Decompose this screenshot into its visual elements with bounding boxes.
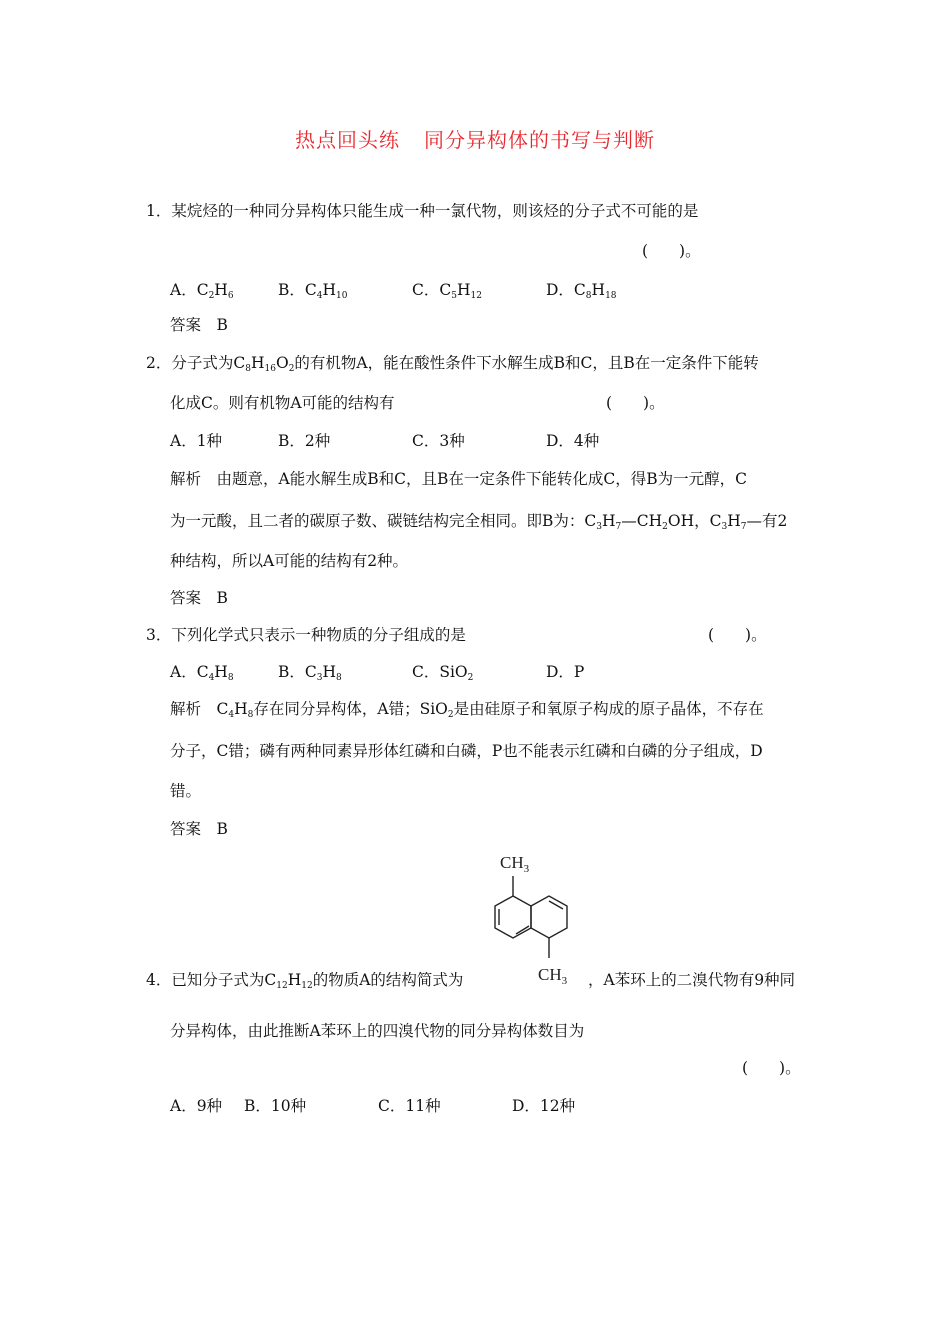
- q4-stem-after: ，A苯环上的二溴代物有9种同: [588, 971, 796, 989]
- q2-answer-blank: ( )。: [606, 394, 665, 412]
- title-left: 热点回头练: [295, 128, 400, 152]
- mol-top-methyl: $CH_3$: [500, 853, 530, 875]
- q2-analysis-line2: 为一元酸，且二者的碳原子数、碳链结构完全相同。即B为：$C_3H_7—CH_2OH$，$C_3H_7—$有2: [170, 512, 788, 532]
- q1-option-d: D．$C_8H_{18}$: [546, 281, 617, 301]
- q1-answer-blank: ( )。: [642, 242, 701, 260]
- q3-stem-line: 3．下列化学式只表示一种物质的分子组成的是: [146, 626, 466, 644]
- q2-option-c: C．3种: [412, 432, 465, 450]
- q2-answer: 答案 B: [170, 589, 228, 607]
- q1-stem-line: [146, 200, 698, 222]
- q3-option-d: D．P: [546, 663, 585, 681]
- q4-option-d: D．12种: [512, 1097, 576, 1115]
- q4-option-a: A．9种: [170, 1097, 223, 1115]
- q4-option-b: B．10种: [244, 1097, 307, 1115]
- q2-analysis-line3: 种结构，所以A可能的结构有2种。: [170, 552, 409, 570]
- dimethylnaphthalene-structure: [478, 846, 588, 991]
- q4-stem-line: 4．已知分子式为$C_{12}H_{12}$的物质A的结构简式为: [146, 971, 464, 991]
- q1-number: 1．: [146, 202, 172, 220]
- title-right: 同分异构体的书写与判断: [424, 128, 655, 152]
- mol-bottom-methyl: $CH_3$: [538, 965, 568, 987]
- q3-option-a: A．$C_4H_8$: [170, 663, 234, 683]
- q3-analysis-line3: 错。: [170, 782, 202, 800]
- q3-analysis-line2: 分子，C错；磷有两种同素异形体红磷和白磷，P也不能表示红磷和白磷的分子组成，D: [170, 742, 763, 760]
- q1-stem: 某烷烃的一种同分异构体只能生成一种一氯代物，则该烃的分子式不可能的是: [171, 202, 699, 220]
- q4-stem-line2: 分异构体，由此推断A苯环上的四溴代物的同分异构体数目为: [170, 1022, 585, 1040]
- q2-option-d: D．4种: [546, 432, 600, 450]
- q2-analysis-line1: 解析 由题意，A能水解生成B和C，且B在一定条件下能转化成C，得B为一元醇，C: [170, 470, 747, 488]
- q2-stem-line: 2．分子式为$C_8H_{16}O_2$的有机物A，能在酸性条件下水解生成B和C，且B在一定条件下能转: [146, 354, 759, 374]
- q2-option-a: A．1种: [170, 432, 223, 450]
- q2-stem-line2: 化成C。则有机物A可能的结构有: [170, 394, 395, 412]
- q2-option-b: B．2种: [278, 432, 331, 450]
- q4-option-c: C．11种: [378, 1097, 441, 1115]
- q1-option-a: A．$C_2H_6$: [170, 281, 234, 301]
- page-title: [0, 124, 950, 153]
- q3-analysis-line1: 解析 $C_4H_8$存在同分异构体，A错；SiO$_2$是由硅原子和氧原子构成的原子晶体，不存在: [170, 700, 764, 720]
- q3-option-c: C．SiO$_2$: [412, 663, 474, 683]
- q4-answer-blank: ( )。: [742, 1059, 801, 1077]
- q3-answer: 答案 B: [170, 820, 228, 838]
- q1-option-b: B．$C_4H_{10}$: [278, 281, 348, 301]
- q1-option-c: C．$C_5H_{12}$: [412, 281, 482, 301]
- q3-answer-blank: ( )。: [708, 626, 767, 644]
- q3-option-b: B．$C_3H_8$: [278, 663, 342, 683]
- q1-answer: 答案 B: [170, 316, 228, 334]
